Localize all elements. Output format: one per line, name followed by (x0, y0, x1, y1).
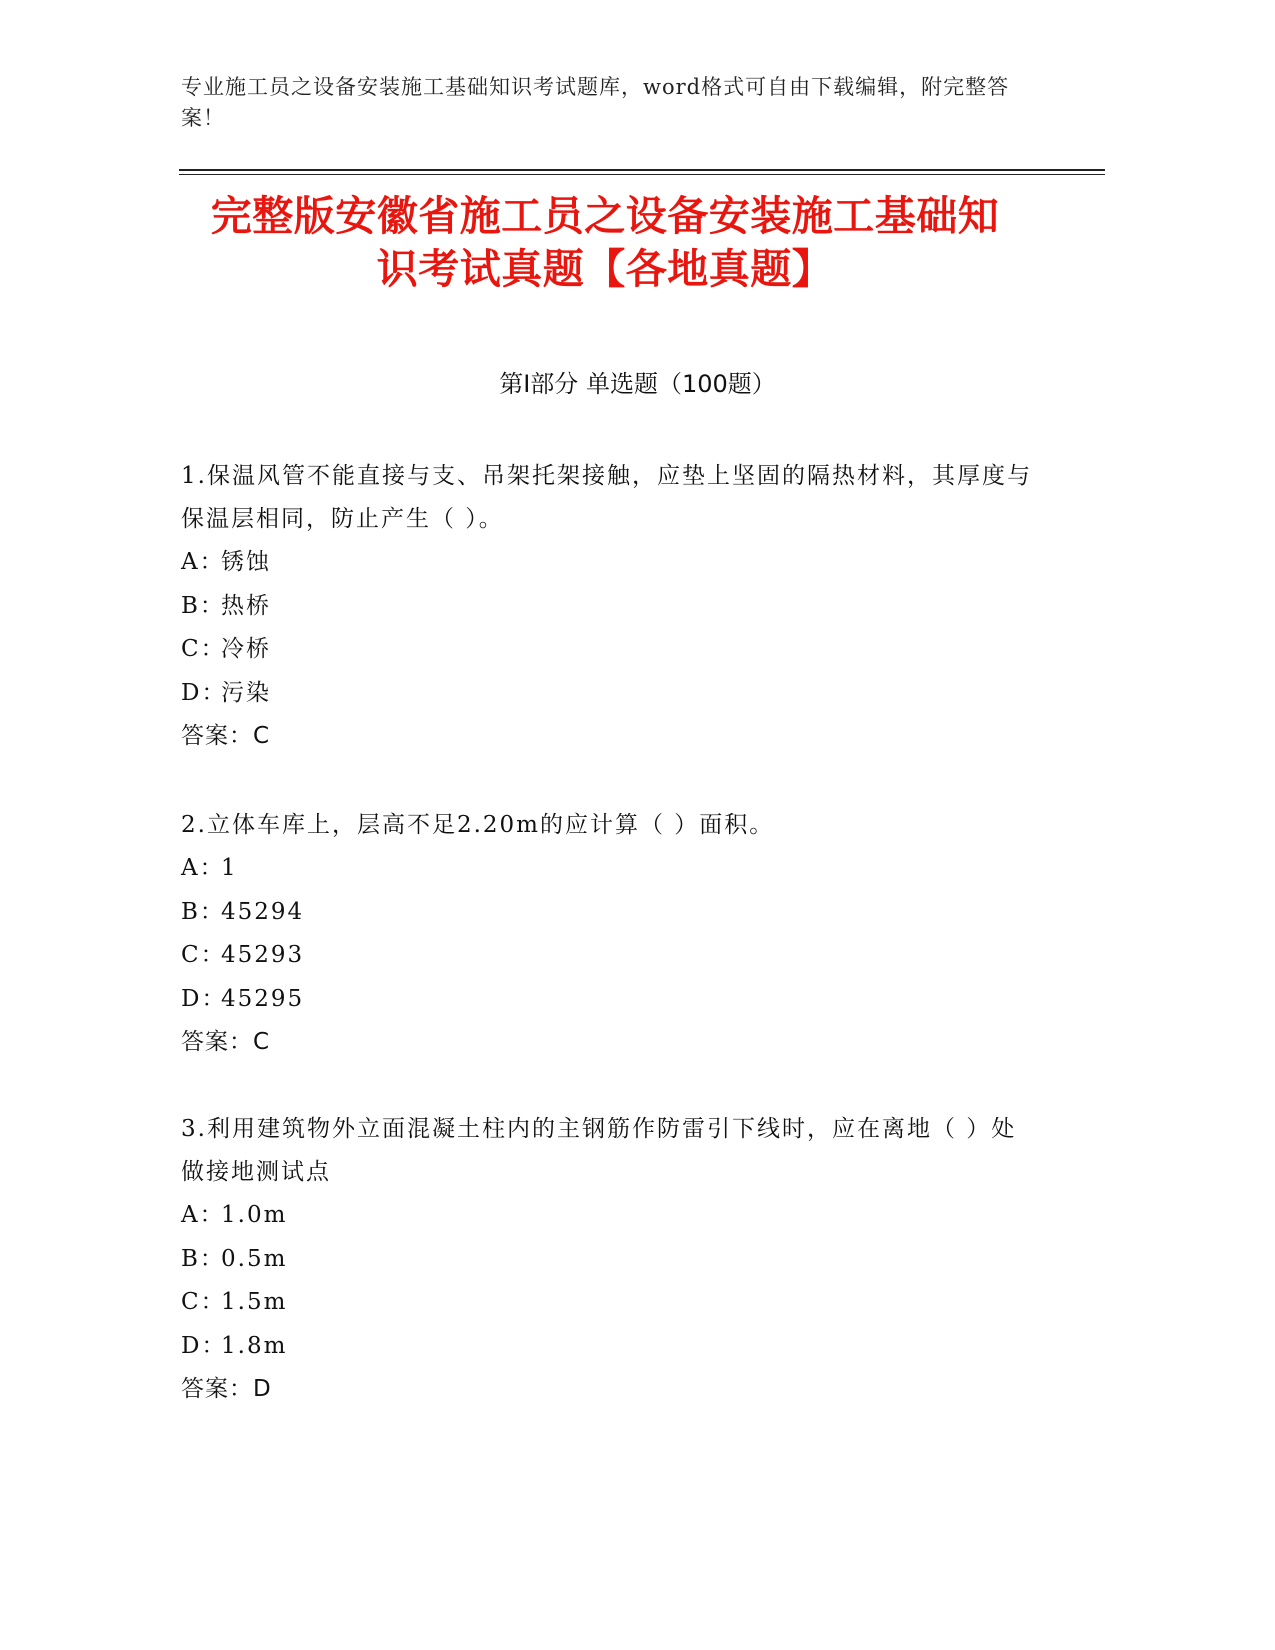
option-label: D： (181, 679, 227, 706)
question-stem: 2.立体车库上，层高不足2.20m的应计算（ ）面积。 (181, 812, 775, 838)
question-2 (181, 804, 1041, 1064)
section-title: 第Ⅰ部分 单选题（100题） (499, 370, 776, 398)
option-label: C： (181, 942, 226, 968)
option-label: B： (181, 898, 225, 925)
option-text: 45294 (221, 898, 305, 925)
header-note: 专业施工员之设备安装施工基础知识考试题库，word格式可自由下载编辑，附完整答案！ (181, 75, 1010, 130)
option-b (181, 891, 1041, 935)
option-label: A： (181, 1202, 225, 1228)
option-text: 冷桥 (221, 636, 271, 662)
option-text: 1 (221, 855, 238, 881)
option-d (181, 1325, 1041, 1369)
option-text: 45293 (221, 942, 305, 968)
option-a (181, 541, 1041, 585)
option-text: 0.5m (221, 1245, 288, 1272)
option-label: D： (181, 985, 227, 1012)
question-1 (181, 455, 1041, 758)
option-d (181, 978, 1041, 1022)
option-c (181, 934, 1041, 978)
option-b (181, 1238, 1041, 1282)
option-a (181, 1194, 1041, 1238)
answer: 答案：D (181, 1376, 272, 1402)
option-a (181, 847, 1041, 891)
question-stem: 3.利用建筑物外立面混凝土柱内的主钢筋作防雷引下线时，应在离地（ ）处做接地测试点 (181, 1116, 1017, 1185)
option-text: 锈蚀 (221, 549, 271, 575)
option-label: B： (181, 592, 225, 619)
question-stem: 1.保温风管不能直接与支、吊架托架接触，应垫上坚固的隔热材料，其厚度与保温层相同，防止产生（ ）。 (181, 463, 1032, 532)
question-3 (181, 1108, 1041, 1411)
option-d (181, 672, 1041, 716)
answer: 答案：C (181, 723, 271, 749)
document-title (150, 190, 1060, 296)
option-text: 热桥 (221, 592, 271, 619)
option-label: B： (181, 1245, 225, 1272)
option-text: 1.8m (221, 1332, 288, 1359)
option-label: D： (181, 1332, 227, 1359)
option-label: A： (181, 855, 225, 881)
header-divider-thick (179, 169, 1105, 171)
option-c (181, 628, 1041, 672)
option-text: 1.5m (221, 1289, 288, 1315)
option-text: 45295 (221, 985, 305, 1012)
option-b (181, 585, 1041, 629)
document-title-line-2: 识考试真题【各地真题】 (376, 245, 834, 293)
document-title-line-1: 完整版安徽省施工员之设备安装施工基础知 (210, 192, 1000, 240)
option-label: A： (181, 549, 225, 575)
option-text: 1.0m (221, 1202, 288, 1228)
header-divider-thin (179, 174, 1105, 175)
option-c (181, 1281, 1041, 1325)
option-label: C： (181, 636, 226, 662)
answer: 答案：C (181, 1029, 271, 1055)
option-text: 污染 (221, 679, 271, 706)
option-label: C： (181, 1289, 226, 1315)
